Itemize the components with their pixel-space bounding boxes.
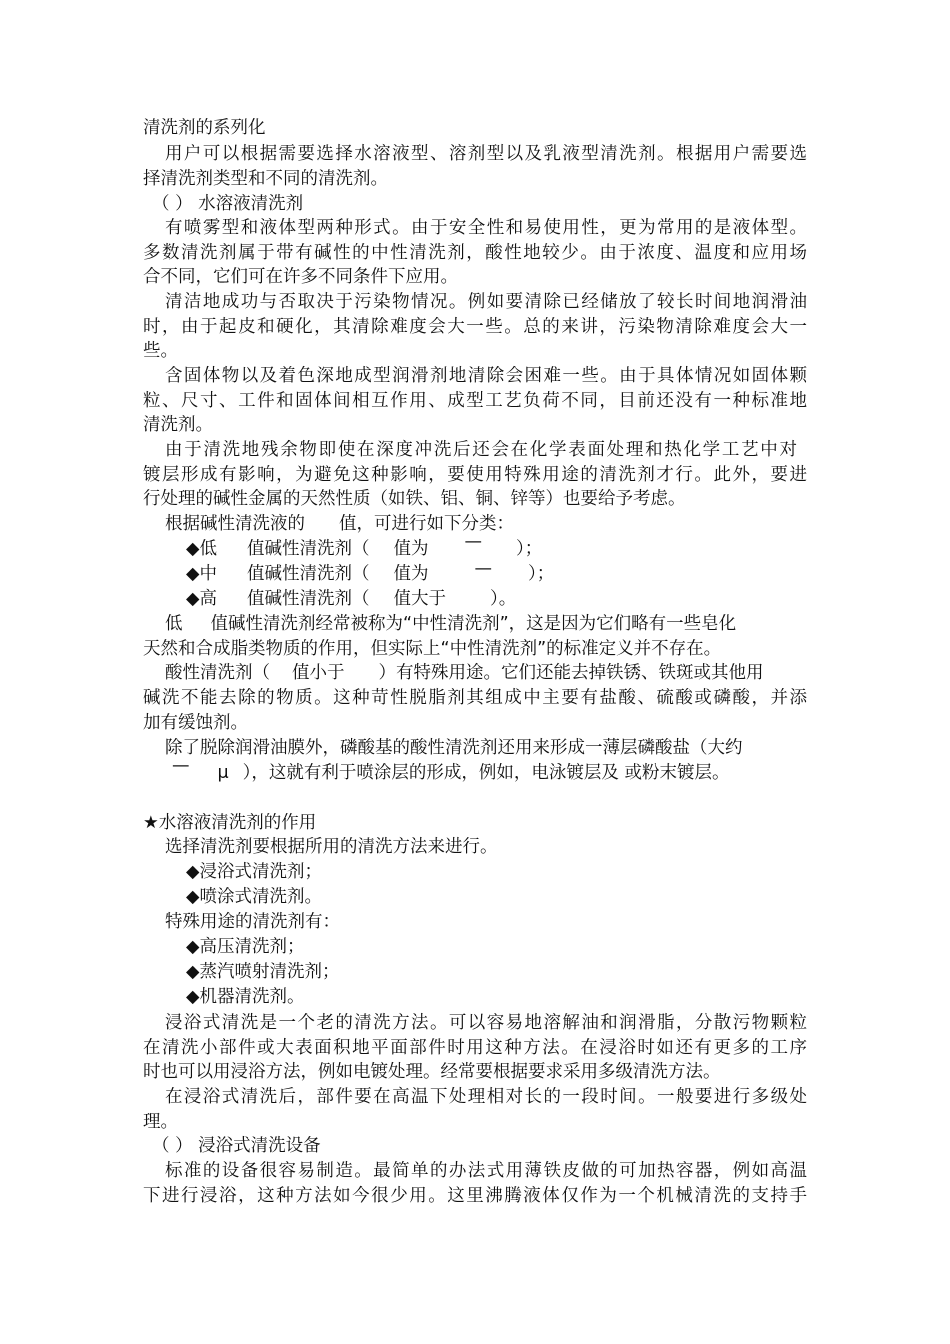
paragraph-line: 些。 (143, 341, 178, 361)
bullet-item: ◆蒸汽喷射清洗剂； (186, 962, 340, 982)
text-segment: ）有特殊用途。它们还能去掉铁锈、铁斑或其他用 (378, 663, 764, 683)
text-segment: 值，可进行如下分类： (339, 514, 514, 534)
text-segment: ◆中 (186, 564, 217, 584)
paragraph-line: 选择清洗剂要根据所用的清洗方法来进行。 (165, 837, 498, 857)
text-segment: 值为 (393, 539, 429, 559)
paragraph-line: 时也可以用浸浴方法，例如电镀处理。经常要根据要求采用多级清洗方法。 (143, 1062, 721, 1082)
text-segment: 根据碱性清洗液的 (165, 514, 305, 534)
paragraph-line: 多数清洗剂属于带有碱性的中性清洗剂，酸性地较少。由于浓度、温度和应用场 (143, 243, 807, 263)
text-segment: 值大于 (393, 589, 446, 609)
intro-line: 择清洗剂类型和不同的清洗剂。 (143, 169, 388, 189)
text-segment: 酸性清洗剂（ (165, 663, 270, 683)
paragraph-line: 镀层形成有影响，为避免这种影响，要使用特殊用途的清洗剂才行。此外，要进 (143, 465, 807, 485)
paragraph-line: 行处理的碱性金属的天然性质（如铁、铝、铜、锌等）也要给予考虑。 (143, 489, 686, 509)
paragraph-line: 粒、尺寸、工件和固体间相互作用、成型工艺负荷不同，目前还没有一种标准地 (143, 391, 807, 411)
bullet-item (186, 532, 543, 561)
text-segment: ）。 (489, 589, 517, 609)
paragraph-line: 在浸浴式清洗后，部件要在高温下处理相对长的一段时间。一般要进行多级处 (165, 1087, 807, 1107)
paragraph-line: 理。 (143, 1112, 178, 1132)
text-segment: 值碱性清洗剂经常被称为“中性清洗剂”，这是因为它们略有一些皂化 (210, 614, 737, 634)
paragraph-line: 下进行浸浴，这种方法如今很少用。这里沸腾液体仅作为一个机械清洗的支持手 (143, 1186, 807, 1206)
bullet-item: ◆喷涂式清洗剂。 (186, 887, 322, 907)
text-segment: 值为 (393, 564, 429, 584)
text-segment: ◆低 (186, 539, 217, 559)
bullet-item (186, 559, 555, 586)
text-segment: ），这就有利于喷涂层的形成，例如，电泳镀层及 或粉末镀层。 (242, 763, 730, 783)
text-segment: 值碱性清洗剂（ (246, 564, 370, 584)
text-segment: μ (217, 763, 229, 783)
text-segment: 低 (165, 614, 183, 634)
paragraph-line: 清洁地成功与否取决于污染物情况。例如要清除已经储放了较长时间地润滑油 (165, 292, 807, 312)
text-segment: — (172, 756, 190, 776)
bullet-item (186, 587, 516, 611)
paragraph-line: 合不同，它们可在许多不同条件下应用。 (143, 267, 458, 287)
text-segment: 值碱性清洗剂（ (246, 539, 370, 559)
text-segment: — (464, 532, 482, 552)
paragraph-line: 浸浴式清洗是一个老的清洗方法。可以容易地溶解油和润滑脂，分散污物颗粒 (165, 1013, 807, 1033)
text-segment: ）； (515, 539, 543, 559)
paragraph-line: 有喷雾型和液体型两种形式。由于安全性和易使用性，更为常用的是液体型。 (165, 218, 807, 238)
text-segment: — (474, 559, 492, 579)
paragraph-line: 时，由于起皮和硬化，其清除难度会大一些。总的来讲，污染物清除难度会大一 (143, 317, 807, 337)
series-title: 清洗剂的系列化 (143, 118, 266, 138)
paragraph-line: 碱洗不能去除的物质。这种苛性脱脂剂其组成中主要有盐酸、硫酸或磷酸，并添 (143, 688, 807, 708)
text-segment: 值小于 (292, 663, 345, 683)
paragraph-line (165, 512, 514, 536)
intro-line: 用户可以根据需要选择水溶液型、溶剂型以及乳液型清洗剂。根据用户需要选 (165, 144, 807, 164)
paragraph-line: 除了脱除润滑油膜外，磷酸基的酸性清洗剂还用来形成一薄层磷酸盐（大约 (165, 738, 743, 758)
paragraph-line: 标准的设备很容易制造。最简单的办法式用薄铁皮做的可加热容器，例如高温 (165, 1161, 807, 1181)
paragraph-line: 加有缓蚀剂。 (143, 713, 248, 733)
bullet-item: ◆浸浴式清洗剂； (186, 862, 322, 882)
paragraph-line: 在清洗小部件或大表面积地平面部件时用这种方法。在浸浴时如还有更多的工序 (143, 1038, 807, 1058)
paragraph-line (165, 661, 764, 685)
bullet-item: ◆高压清洗剂； (186, 937, 305, 957)
section-heading: （ ） 水溶液清洗剂 (152, 194, 304, 214)
text-segment: 值碱性清洗剂（ (246, 589, 370, 609)
paragraph-line: 由于清洗地残余物即使在深度冲洗后还会在化学表面处理和热化学工艺中对 (165, 440, 797, 460)
bullet-item: ◆机器清洗剂。 (186, 987, 305, 1007)
paragraph-line (172, 756, 730, 785)
text-segment: ◆高 (186, 589, 217, 609)
paragraph-line: 特殊用途的清洗剂有： (165, 912, 340, 932)
paragraph-line: 清洗剂。 (143, 415, 213, 435)
paragraph-line (165, 612, 736, 636)
paragraph-line: 天然和合成脂类物质的作用，但实际上“中性清洗剂”的标准定义并不存在。 (143, 639, 722, 659)
star-heading: ★水溶液清洗剂的作用 (143, 813, 317, 833)
text-segment: ）； (527, 564, 555, 584)
paragraph-line: 含固体物以及着色深地成型润滑剂地清除会困难一些。由于具体情况如固体颗 (165, 366, 807, 386)
section-heading: （ ） 浸浴式清洗设备 (152, 1136, 321, 1156)
